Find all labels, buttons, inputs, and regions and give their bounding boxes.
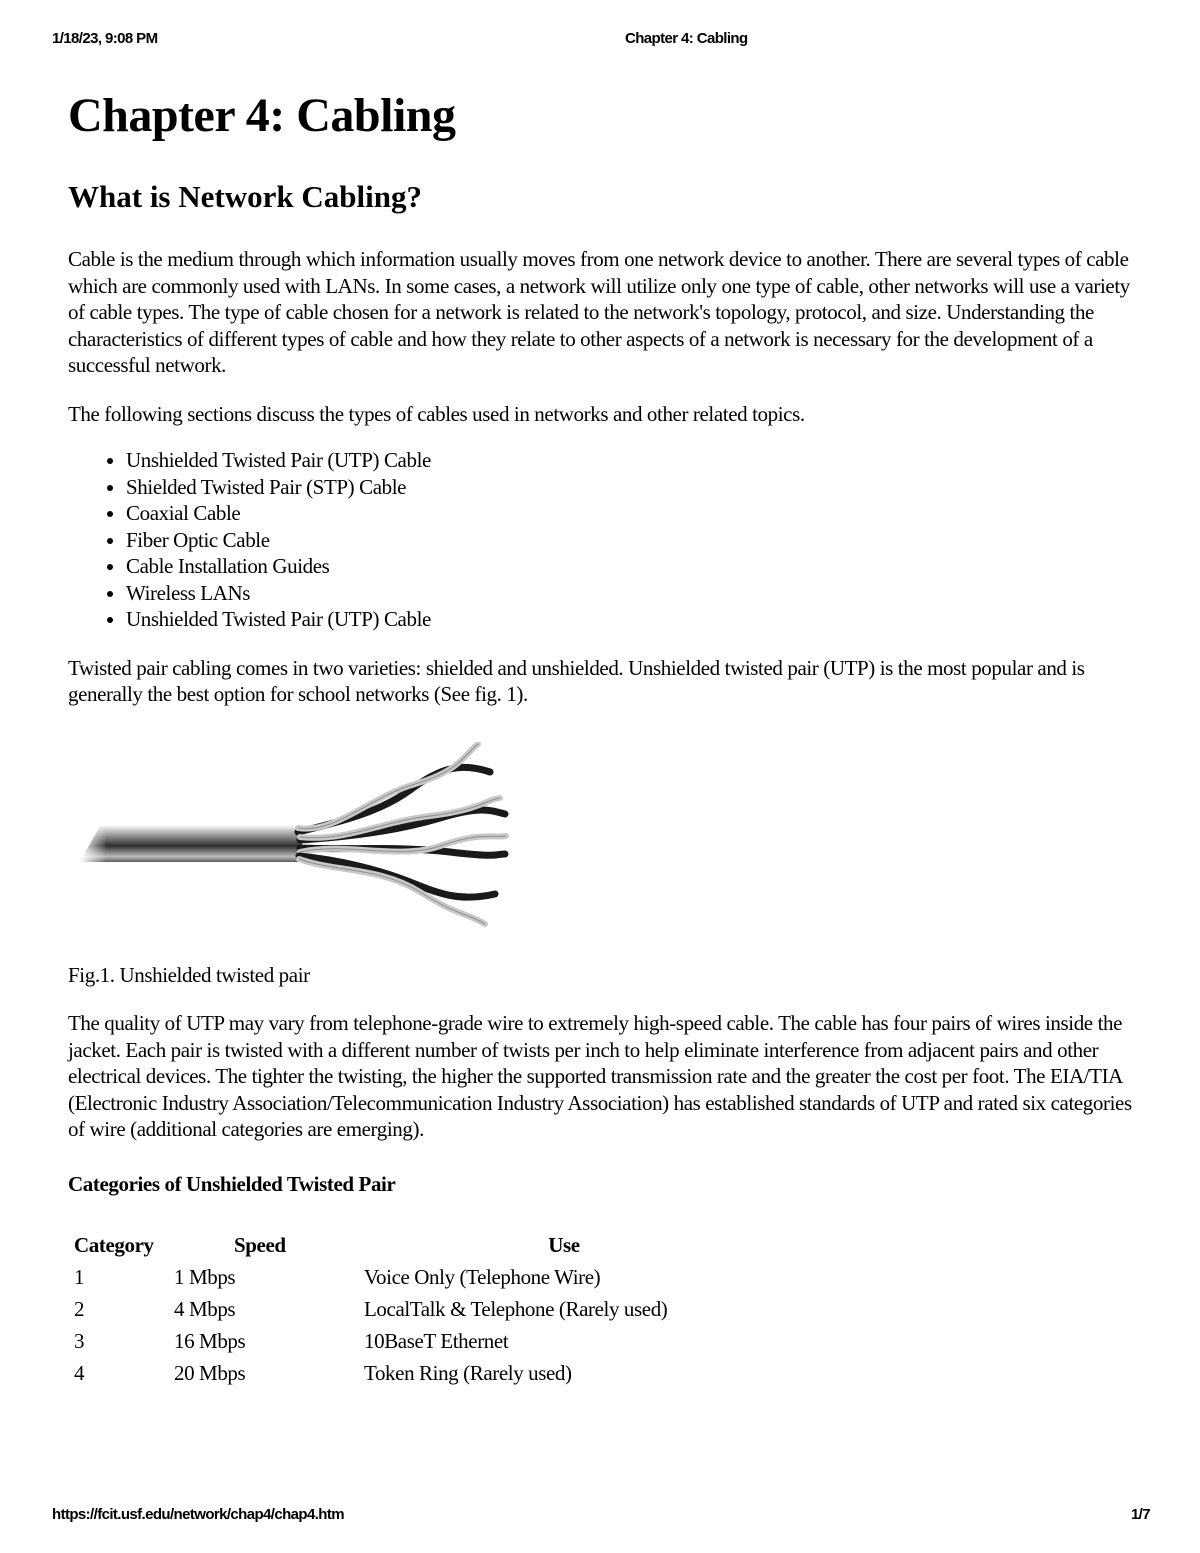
print-footer — [0, 1506, 1200, 1526]
intro-paragraph: Cable is the medium through which information usually moves from one network device to another. There are several types of cable which are commonly used with LANs. In some cases, a network will utilize only one type of cable, other networks will use a variety of cable types. The type of cable chosen for a network is related to the network's topology, protocol, and size. Understanding the characteristics of different types of cable and how they relate to other aspects of a network is necessary for the development of a successful network. — [68, 247, 1130, 377]
topic-link-stp[interactable]: • Shielded Twisted Pair (STP) Cable — [126, 474, 1138, 501]
category-cell: 3 — [74, 1329, 85, 1353]
topic-link-utp-repeat[interactable]: • Unshielded Twisted Pair (UTP) Cable — [126, 606, 1138, 633]
print-header — [0, 30, 1200, 50]
topic-link-utp[interactable]: • Unshielded Twisted Pair (UTP) Cable — [126, 447, 1138, 474]
use-cell: Voice Only (Telephone Wire) — [364, 1265, 601, 1289]
category-cell: 4 — [74, 1361, 85, 1385]
table-row — [70, 1293, 974, 1325]
page-title: Chapter 4: Cabling — [68, 89, 456, 142]
table-row — [70, 1325, 974, 1357]
speed-cell: 20 Mbps — [174, 1361, 246, 1385]
topic-link-wireless-lans[interactable]: • Wireless LANs — [126, 580, 1138, 607]
print-page-title: Chapter 4: Cabling — [625, 30, 748, 47]
speed-cell: 16 Mbps — [174, 1329, 246, 1353]
quality-paragraph: The quality of UTP may vary from telephone-grade wire to extremely high-speed cable. The cable has four pairs of wires inside the jacket. Each pair is twisted with a different number of twists per inch to help eliminate interference from adjacent pairs and other electrical devices. The tighter the twisting, the higher the supported transmission rate and the greater the cost per foot. The EIA/TIA (Electronic Industry Association/Telecommunication Industry Association) has established standards of UTP and rated six categories of wire (additional categories are emerging). — [68, 1011, 1132, 1141]
category-cell: 1 — [74, 1265, 85, 1289]
column-header-use: Use — [548, 1233, 580, 1257]
wire-pair-4-dark — [299, 856, 495, 897]
wire-pair-2-light — [300, 798, 500, 838]
print-page-number: 1/7 — [1130, 1506, 1150, 1523]
topic-link-coaxial[interactable]: • Coaxial Cable — [126, 500, 1138, 527]
category-cell: 2 — [74, 1297, 85, 1321]
table-header-row — [70, 1229, 974, 1261]
table-row — [70, 1357, 974, 1389]
use-cell: LocalTalk & Telephone (Rarely used) — [364, 1297, 668, 1321]
utp-cable-illustration — [80, 742, 540, 942]
use-cell: 10BaseT Ethernet — [364, 1329, 509, 1353]
topic-list — [68, 447, 1138, 633]
categories-heading: Categories of Unshielded Twisted Pair — [68, 1171, 396, 1196]
topic-link-installation-guides[interactable]: • Cable Installation Guides — [126, 553, 1138, 580]
wire-pair-4-light — [299, 859, 485, 924]
column-header-category: Category — [74, 1233, 154, 1257]
table-row — [70, 1261, 974, 1293]
following-paragraph: The following sections discuss the types of cables used in networks and other related topics. — [68, 401, 805, 426]
print-datetime: 1/18/23, 9:08 PM — [52, 30, 158, 47]
section-heading: What is Network Cabling? — [68, 179, 422, 214]
speed-cell: 4 Mbps — [174, 1297, 236, 1321]
topic-link-fiber-optic[interactable]: • Fiber Optic Cable — [126, 527, 1138, 554]
use-cell: Token Ring (Rarely used) — [364, 1361, 572, 1385]
document-body — [68, 78, 1138, 1389]
figure-caption: Fig.1. Unshielded twisted pair — [68, 962, 310, 987]
utp-categories-table — [70, 1229, 974, 1389]
speed-cell: 1 Mbps — [174, 1265, 236, 1289]
column-header-speed: Speed — [234, 1233, 286, 1257]
print-url[interactable]: https://fcit.usf.edu/network/chap4/chap4.htm — [52, 1506, 344, 1523]
twisted-pair-paragraph: Twisted pair cabling comes in two varieties: shielded and unshielded. Unshielded twisted pair (UTP) is the most popular and is generally the best option for school networks (See fig. 1). — [68, 655, 1085, 706]
